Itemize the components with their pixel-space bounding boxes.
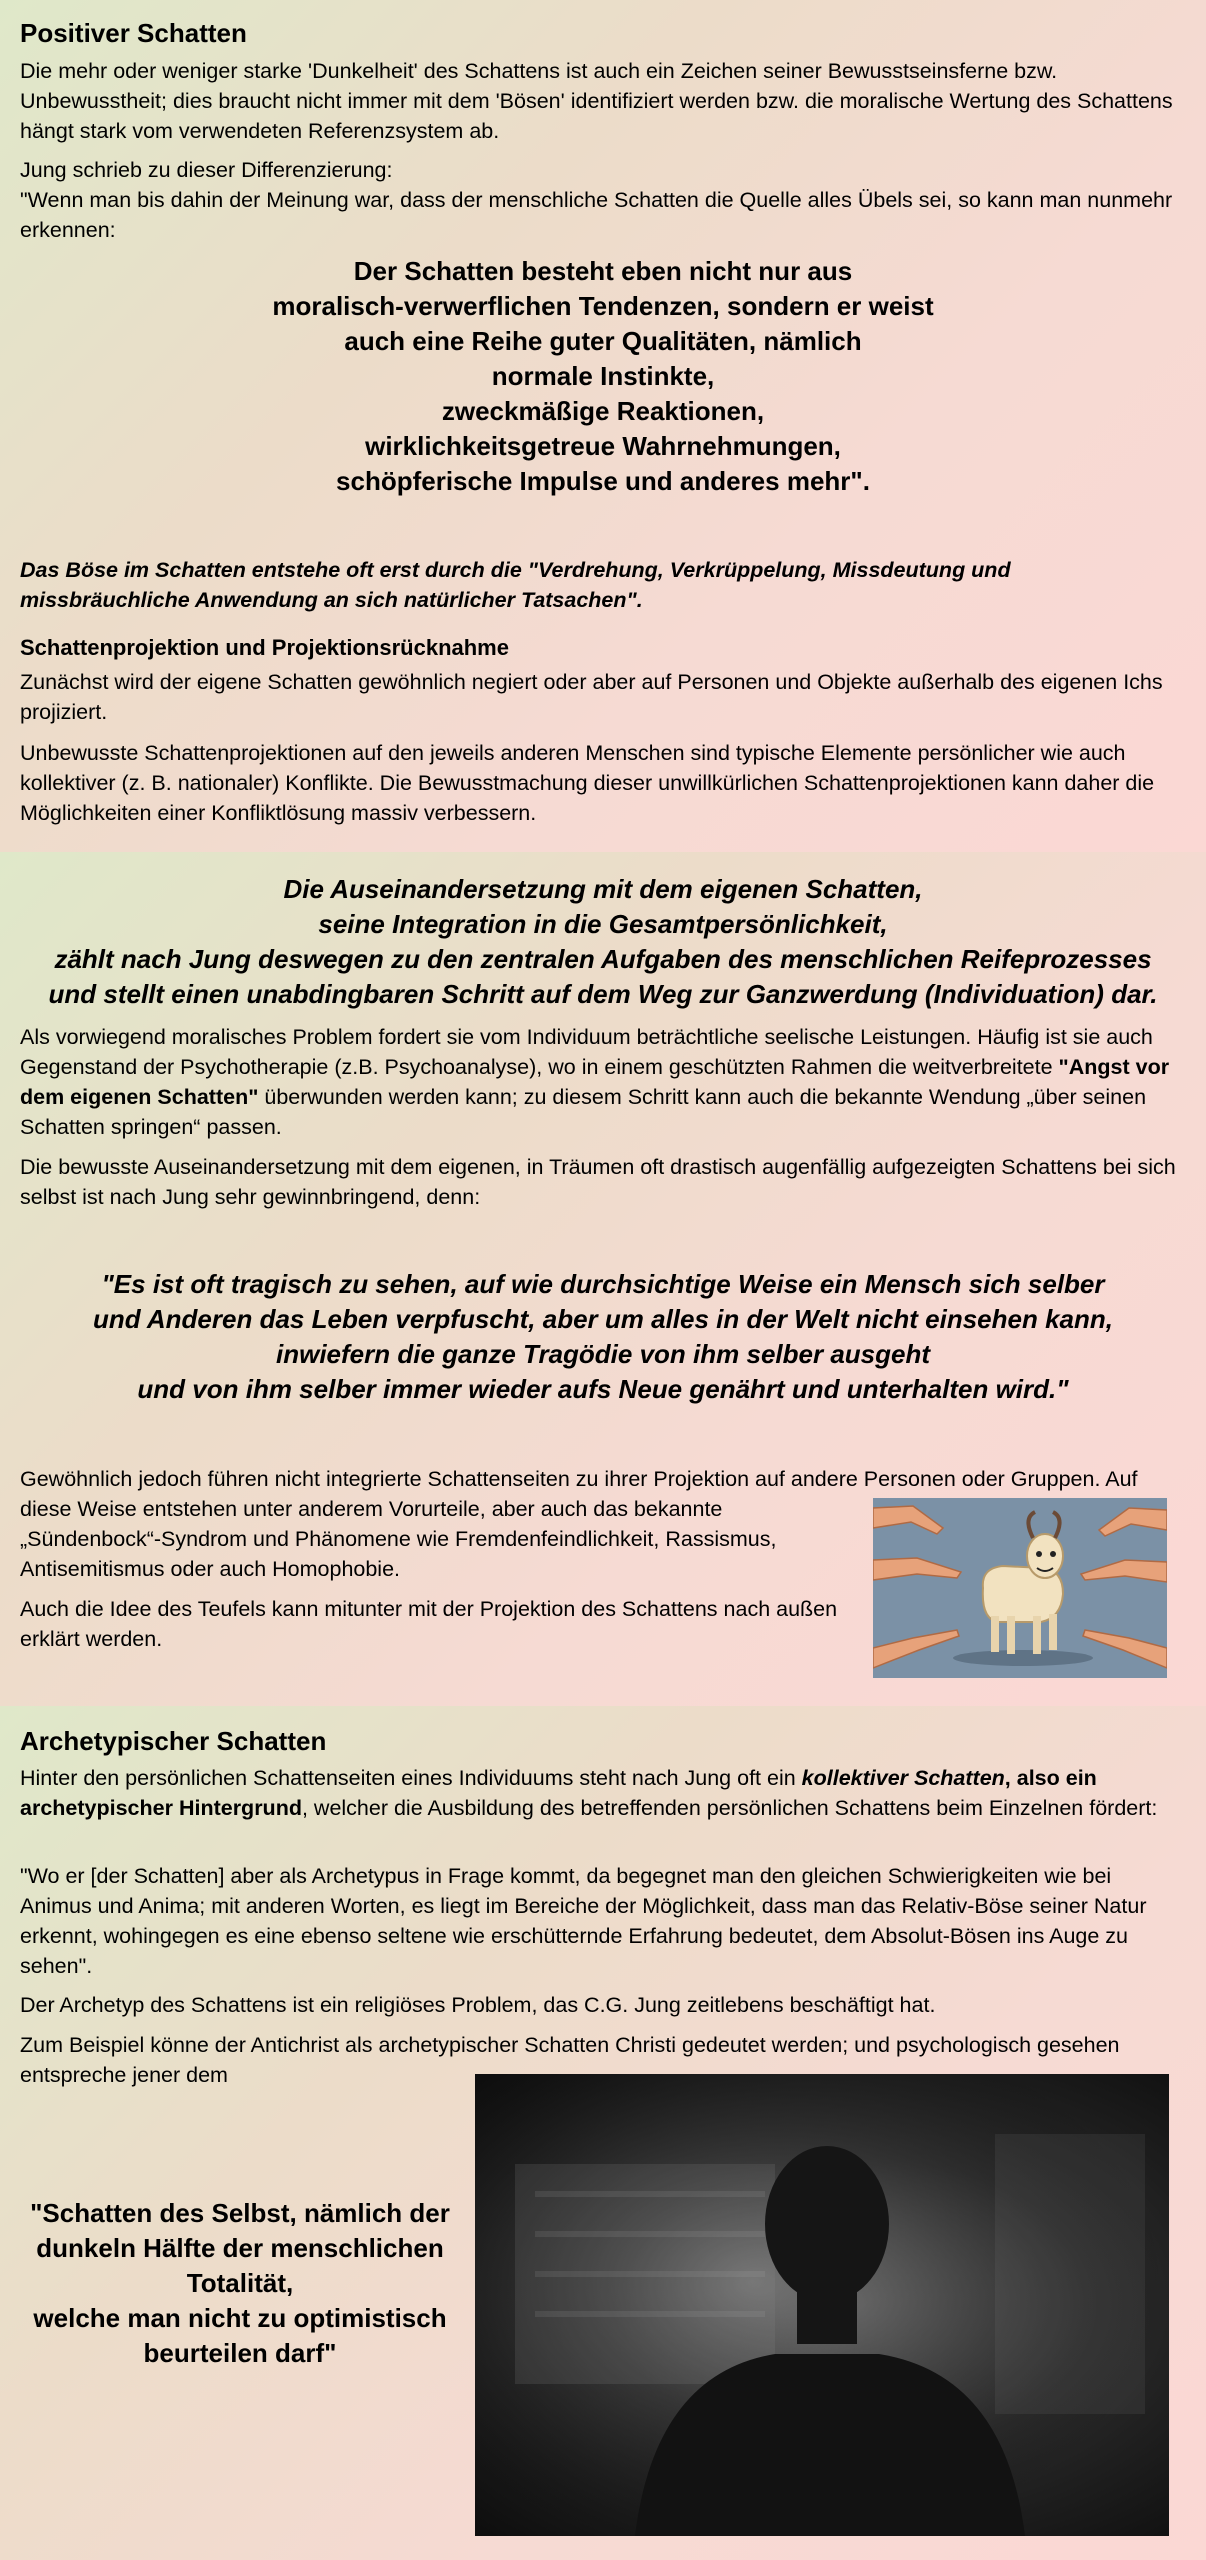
quote-line: zählt nach Jung deswegen zu den zentralen Aufgaben des menschlichen Reifeprozesses xyxy=(54,944,1152,974)
quote-line: welche man nicht zu optimistisch xyxy=(33,2303,447,2333)
section-confrontation xyxy=(0,852,1206,1706)
quote-integration xyxy=(0,872,1206,1012)
quote-line: seine Integration in die Gesamtpersönlichkeit, xyxy=(318,909,888,939)
scapegoat-illustration xyxy=(873,1498,1167,1678)
quote-line: dunkeln Hälfte der menschlichen xyxy=(36,2233,444,2263)
quote-line: zweckmäßige Reaktionen, xyxy=(441,396,765,426)
paragraph-devil: Auch die Idee des Teufels kann mitunter mit der Projektion des Schattens nach außen erklärt werden. xyxy=(20,1597,838,1651)
quote-line: schöpferische Impulse und anderes mehr". xyxy=(336,466,870,496)
quote-good-qualities xyxy=(0,254,1206,499)
bold-italic-collective xyxy=(802,1766,1005,1790)
paragraph-conscious-confrontation: Die bewusste Auseinandersetzung mit dem eigenen, in Träumen oft drastisch augenfällig aufgezeigten Schattens bei sich selbst ist nach Jung sehr gewinnbringend, denn: xyxy=(20,1155,1176,1209)
silhouette-photo xyxy=(475,2074,1169,2536)
quote-line: auch eine Reihe guter Qualitäten, nämlich xyxy=(344,326,862,356)
quote-line: "Es ist oft tragisch zu sehen, auf wie durchsichtige Weise ein Mensch sich selber xyxy=(101,1269,1105,1299)
quote-line: und von ihm selber immer wieder aufs Neue genährt und unterhalten wird." xyxy=(137,1374,1069,1404)
paragraph-projection-line1: Gewöhnlich jedoch führen nicht integrierte Schattenseiten zu ihrer Projektion auf andere Personen oder Gruppen. Auf xyxy=(20,1467,1138,1491)
quote-line: "Schatten des Selbst, nämlich der xyxy=(30,2198,450,2228)
bold-archetypal-background: , also ein archetypischer Hintergrund xyxy=(20,1766,1097,1820)
text-run: , welcher die Ausbildung des betreffenden persönlichen Schattens beim Einzelnen fördert: xyxy=(301,1796,1158,1820)
paragraph-jung-quote-intro: "Wenn man bis dahin der Meinung war, dass der menschliche Schatten die Quelle alles Übels sei, so kann man nunmehr erkennen: xyxy=(20,188,1173,242)
text-run: überwunden werden kann; zu diesem Schritt kann auch die bekannte Wendung „über seinen Schatten springen“ passen. xyxy=(20,1085,1147,1139)
italic-note-evil: Das Böse im Schatten entstehe oft erst durch die "Verdrehung, Verkrüppelung, Missdeutung und missbräuchliche Anwendung an sich natürlicher Tatsachen". xyxy=(20,558,1011,612)
quote-line: und Anderen das Leben verpfuscht, aber um alles in der Welt nicht einsehen kann, xyxy=(92,1304,1113,1334)
heading-archetypal-shadow: Archetypischer Schatten xyxy=(20,1726,327,1756)
paragraph-projections: Unbewusste Schattenprojektionen auf den jeweils anderen Menschen sind typische Elemente persönlicher wie auch kollektiver (z. B. nationaler) Konflikte. Die Bewusstmachung dieser unwillkürlichen Schattenprojektionen kann daher die Möglichkeiten einer Konfliktlösung massiv verbessern. xyxy=(20,741,1155,825)
quote-line: Der Schatten besteht eben nicht nur aus xyxy=(353,256,853,286)
paragraph-collective-shadow xyxy=(20,1763,1186,1823)
scapegoat-icon xyxy=(873,1498,1167,1678)
quote-line: beurteilen darf" xyxy=(143,2338,337,2368)
quote-line: wirklichkeitsgetreue Wahrnehmungen, xyxy=(365,431,841,461)
quote-line: Die Auseinandersetzung mit dem eigenen Schatten, xyxy=(283,874,923,904)
text-run: Hinter den persönlichen Schattenseiten eines Individuums steht nach Jung oft ein xyxy=(20,1766,802,1790)
paragraph-religious-problem: Der Archetyp des Schattens ist ein religiöses Problem, das C.G. Jung zeitlebens beschäftigt hat. xyxy=(20,1993,936,2017)
text-run: Als vorwiegend moralisches Problem fordert sie vom Individuum beträchtliche seelische Leistungen. Häufig ist sie auch Gegenstand der Psychotherapie (z.B. Psychoanalyse), wo in einem geschützten Rahmen die weitverbreitete xyxy=(20,1025,1153,1079)
quote-line: normale Instinkte, xyxy=(491,361,715,391)
bold-fear-of-shadow: "Angst vor dem eigenen Schatten" xyxy=(20,1055,1170,1109)
paragraph-jung-wrote: Jung schrieb zu dieser Differenzierung: xyxy=(20,158,393,182)
quote-line: und stellt einen unabdingbaren Schritt auf dem Weg zur Ganzwerdung (Individuation) dar. xyxy=(48,979,1158,1009)
paragraph-scapegoat: diese Weise entstehen unter anderem Vorurteile, aber auch das bekannte „Sündenbock“-Syndrom und Phänomene wie Fremdenfeindlichkeit, Rassismus, Antisemitismus oder auch Homophobie. xyxy=(20,1497,777,1581)
paragraph-antichrist: Zum Beispiel könne der Antichrist als archetypischer Schatten Christi gedeutet werden; und psychologisch gesehen entspreche jener dem xyxy=(20,2033,1120,2087)
section-positive-shadow xyxy=(0,0,1206,852)
paragraph-negation: Zunächst wird der eigene Schatten gewöhnlich negiert oder aber auf Personen und Objekte außerhalb des eigenen Ichs projiziert. xyxy=(20,670,1163,724)
paragraph-moral-problem xyxy=(20,1022,1180,1142)
paragraph-darkness: Die mehr oder weniger starke 'Dunkelheit' des Schattens ist auch ein Zeichen seiner Bewusstseinsferne bzw. Unbewusstheit; dies braucht nicht immer mit dem 'Bösen' identifiziert werden bzw. die moralische Wertung des Schattens hängt stark vom verwendeten Referenzsystem ab. xyxy=(20,59,1173,143)
heading-positive-shadow: Positiver Schatten xyxy=(20,18,247,48)
quote-tragic xyxy=(0,1267,1206,1407)
italic-collective: kollektiver Schatten xyxy=(801,1766,1005,1790)
quote-line: moralisch-verwerflichen Tendenzen, sondern er weist xyxy=(272,291,934,321)
quote-line: Totalität, xyxy=(186,2268,294,2298)
subheading-projection: Schattenprojektion und Projektionsrücknahme xyxy=(20,635,509,660)
quote-line: inwiefern die ganze Tragödie von ihm selber ausgeht xyxy=(276,1339,930,1369)
quote-shadow-of-self xyxy=(10,2196,470,2371)
section-archetypal-shadow xyxy=(0,1706,1206,2560)
paragraph-archetype-quote: "Wo er [der Schatten] aber als Archetypus in Frage kommt, da begegnet man den gleichen Schwierigkeiten wie bei Animus und Anima; mit anderen Worten, es liegt im Bereiche der Möglichkeit, dass man das Relativ-Böse seiner Natur erkennt, wohingegen es eine ebenso seltene wie erschütternde Erfahrung bedeutet, dem Absolut-Bösen ins Auge zu sehen". xyxy=(20,1864,1147,1978)
silhouette-icon xyxy=(475,2074,1169,2536)
